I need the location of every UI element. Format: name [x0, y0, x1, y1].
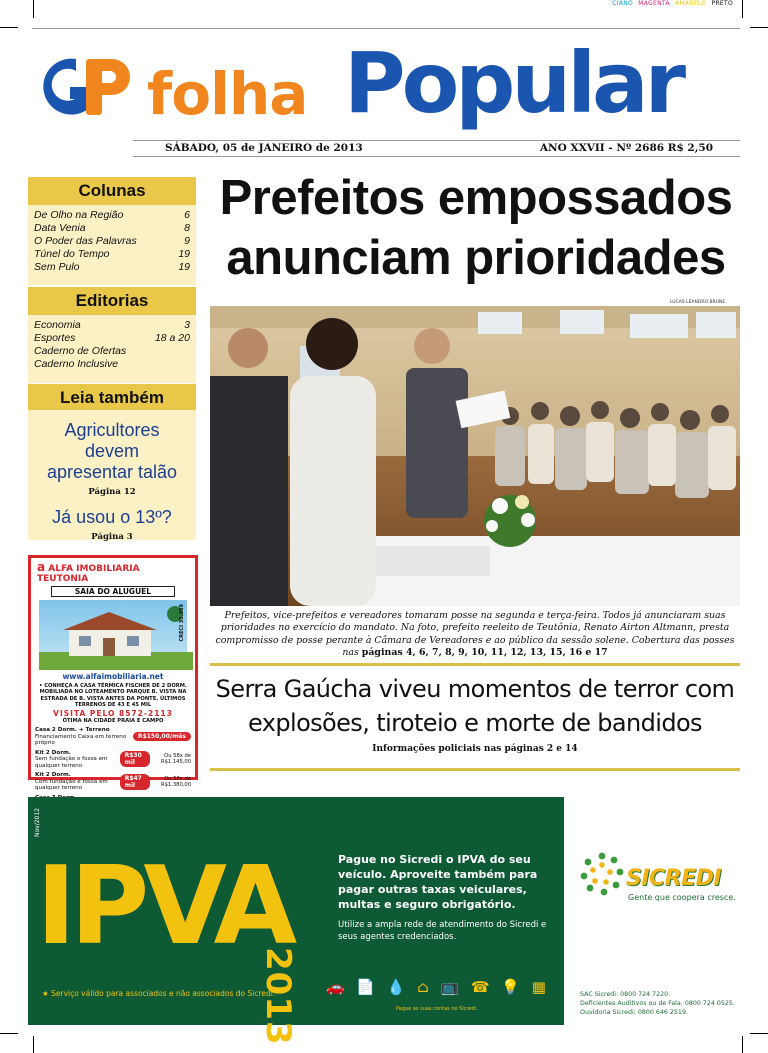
crop-mark: [750, 1033, 768, 1034]
masthead: [32, 28, 740, 140]
sac-contacts: [580, 990, 735, 1017]
car-icon: 🚗: [326, 978, 345, 996]
ipva-word: IPVA: [36, 844, 292, 969]
photo-caption: [210, 610, 740, 659]
list-item[interactable]: [34, 209, 190, 222]
real-estate-ad[interactable]: [28, 555, 198, 792]
photo-credit: LUCAS LEANDRO BRUNE: [670, 300, 726, 305]
print-color-bar: [609, 0, 733, 7]
ad-house-image: [39, 600, 187, 670]
offer-price: R$47 mil: [120, 774, 151, 790]
crop-mark: [742, 1036, 743, 1053]
sac-line: Ouvidoria Sicredi: 0800 646 2519.: [580, 1009, 688, 1016]
crop-mark: [750, 27, 768, 28]
column-page: 19: [178, 248, 190, 260]
column-page: 6: [184, 209, 190, 221]
ipva-year: 2013: [258, 947, 298, 1046]
ad-company: a ALFA IMOBILIARIA TEUTONIA: [37, 560, 140, 584]
ad-offer: [31, 727, 195, 747]
calculator-icon: ▦: [531, 978, 546, 996]
ad-notice: • CONHEÇA A CASA TÉRMICA FISCHER DE 2 DORM. MOBILIADA NO LOTEAMENTO PARQUE B. VISTA NA ESTRADA DE B. VISTA ANTES DA PONTE. ÚLTIMOS TERRENOS DE 43 E 45 MIL: [39, 683, 187, 709]
house-icon: [39, 600, 193, 670]
editorias-list: [28, 315, 196, 383]
leia-item-page: Página 12: [88, 487, 136, 497]
ad-location: ÓTIMA NA CIDADE PRAIA E CAMPO: [62, 717, 164, 724]
caption-text: Prefeitos, vice-prefeitos e vereadores tomaram posse na segunda e terça-feira. Todos já anunciaram suas prioridades no exercício do mandato. Na foto, prefeito reeleito de Teutônia, Renato Airton Altmann, presta compromisso de posse perante à Câmara de Vereadores e ao público da sessão solene. Cobertura das posses nas: [215, 610, 735, 658]
logo-folha: folha: [147, 60, 308, 128]
crop-mark: [742, 0, 743, 18]
colunas-list: [28, 205, 196, 285]
offer-price: R$30 mil: [120, 751, 151, 767]
ipva-tax-note: Pague as suas contas no Sicredi.: [396, 1006, 478, 1012]
column-label: Data Venia: [34, 222, 86, 234]
offer-label: Kit 2 Dorm.: [35, 772, 71, 779]
sicredi-brand: SICREDI: [626, 866, 722, 891]
offer-price: R$150,00/mês: [133, 732, 191, 741]
color-cyan: CIANO: [612, 0, 634, 7]
sac-line: SAC Sicredi: 0800 724 7220.: [580, 991, 671, 998]
leia-header: Leia também: [28, 384, 196, 412]
leia-box: [28, 410, 196, 540]
section-label: Economia: [34, 319, 81, 331]
list-item[interactable]: [34, 345, 190, 358]
section-page: 18 a 20: [154, 332, 190, 344]
document-icon: 📄: [356, 978, 376, 996]
sicredi-slogan: Gente que coopera cresce.: [628, 893, 736, 902]
ad-creci: CRECI 35.369: [179, 604, 185, 642]
list-item[interactable]: [34, 261, 190, 274]
sicredi-logo-icon: [580, 852, 624, 896]
ad-company-name: ALFA IMOBILIARIA TEUTONIA: [37, 564, 140, 584]
gp-logo-icon: [36, 51, 132, 123]
issue-edition: ANO XXVII - Nº 2686 R$ 2,50: [539, 142, 713, 154]
offer-alt: Ou 58x de R$1.145,00: [160, 753, 191, 766]
color-black: PRETO: [711, 0, 733, 7]
section-page: 3: [184, 319, 190, 331]
leia-item-title: Já usou o 13º?: [52, 507, 172, 527]
ad-offer: [31, 750, 195, 770]
ipva-text: Utilize a ampla rede de atendimento do Sicredi e seus agentes credenciados.: [338, 920, 547, 942]
main-headline[interactable]: Prefeitos empossados anunciam prioridades: [219, 171, 733, 285]
color-magenta: MAGENTA: [638, 0, 670, 7]
column-page: 8: [184, 222, 190, 234]
drop-icon: 💧: [386, 978, 406, 996]
crop-mark: [33, 1036, 34, 1053]
column-label: Túnel do Tempo: [34, 248, 110, 260]
home-icon: ⌂: [417, 978, 429, 996]
offer-sub: Financiamento Caixa em terreno próprio: [35, 733, 127, 747]
column-label: De Olho na Região: [34, 209, 124, 221]
divider-bottom: [210, 768, 740, 771]
ipva-service: ★ Serviço válido para associados e não associados do Sicredi.: [42, 989, 276, 998]
ad-slogan: SAIA DO ALUGUEL: [51, 586, 175, 597]
ipva-title: Pague no Sicredi o IPVA do seu veículo. Aproveite também para pagar outras taxas veiculares, multas e seguro obrigatório.: [338, 853, 538, 911]
column-label: Sem Pulo: [34, 261, 80, 273]
ipva-icons: [326, 977, 546, 997]
offer-alt: Ou 58x de R$1.380,00: [160, 775, 191, 788]
bulb-icon: 💡: [501, 978, 520, 996]
list-item[interactable]: [34, 332, 190, 345]
ipva-ad[interactable]: [28, 797, 564, 1046]
issue-date: SÁBADO, 05 de JANEIRO de 2013: [165, 142, 363, 154]
column-label: O Poder das Palavras: [34, 235, 137, 247]
column-page: 9: [184, 235, 190, 247]
leia-item-title: Agricultores devem apresentar talão: [46, 420, 178, 482]
section-label: Caderno de Ofertas: [34, 345, 127, 357]
phone-icon: ☎: [470, 978, 490, 996]
sac-line: Deficientes Auditivos ou de Fala: 0800 724 0525.: [580, 1000, 735, 1007]
leia-item[interactable]: [28, 410, 196, 497]
section-label: Caderno Inclusive: [34, 358, 119, 370]
section-label: Esportes: [34, 332, 76, 344]
column-page: 19: [178, 261, 190, 273]
ipva-month: Nov/2012: [34, 807, 41, 837]
crop-mark: [33, 0, 34, 18]
secondary-info: Informações policiais nas páginas 2 e 14: [372, 744, 578, 754]
editorias-header: Editorias: [28, 287, 196, 315]
caption-pages: páginas 4, 6, 7, 8, 9, 10, 11, 12, 13, 15, 16 e 17: [361, 646, 608, 658]
ad-offer: [31, 772, 195, 792]
leia-item-page: Página 3: [91, 532, 133, 542]
ad-visit: VISITA PELO 8572-2113: [53, 708, 173, 718]
crop-mark: [0, 27, 18, 28]
divider-top: [210, 663, 740, 666]
leia-item[interactable]: [28, 497, 196, 542]
ad-url[interactable]: www.alfaimobiliaria.net: [62, 672, 164, 681]
crop-mark: [0, 1033, 18, 1034]
tv-icon: 📺: [440, 978, 460, 996]
secondary-headline[interactable]: Serra Gaúcha viveu momentos de terror com explosões, tiroteio e morte de bandidos: [215, 675, 735, 737]
list-item[interactable]: [34, 319, 190, 332]
offer-sub: Sem fundação e fossa em qualquer terreno: [35, 756, 108, 769]
ceremony-photo-image: [210, 306, 740, 606]
list-item[interactable]: [34, 235, 190, 248]
color-yellow: AMARELO: [675, 0, 707, 7]
list-item[interactable]: [34, 222, 190, 235]
offer-sub: Com fundação e fossa em qualquer terreno: [35, 778, 108, 792]
main-photo[interactable]: [210, 306, 740, 606]
offer-label: Kit 2 Dorm.: [35, 749, 71, 756]
logo-popular: Popular: [344, 34, 683, 132]
colunas-header: Colunas: [28, 177, 196, 205]
offer-label: Casa 2 Dorm. + Terreno: [35, 727, 110, 734]
list-item[interactable]: [34, 248, 190, 261]
dateline: [133, 140, 740, 157]
list-item[interactable]: [34, 358, 190, 371]
